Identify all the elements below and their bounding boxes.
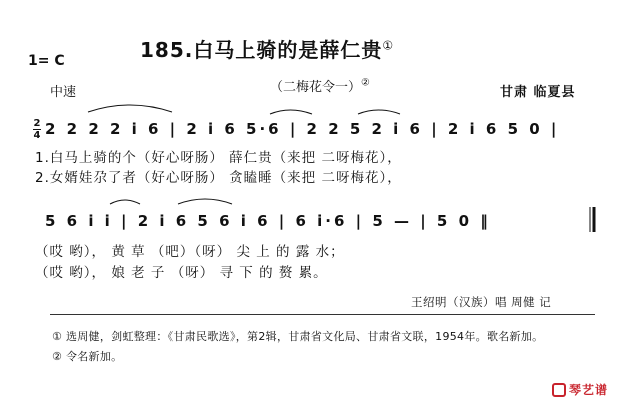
score-row-1: 2 2 2 2 i 6 | 2 i 6 5·6 | 2 2 5 2 i 6 | 2 i 6 5 0 |	[45, 120, 560, 138]
watermark-logo: 琴艺谱	[552, 381, 608, 398]
logo-icon	[552, 383, 566, 397]
lyric-line-2: 2.女婿娃尕了者（好心呀肠） 贪瞌睡（来把 二呀梅花），	[35, 170, 402, 186]
key-signature: 1= C	[28, 53, 65, 69]
performer-credit: 王绍明（汉族）唱 周健 记	[411, 295, 552, 309]
lyric-line-3: （哎 哟）， 黄 草 （吧）（呀） 尖 上 的 露 水；	[35, 244, 345, 260]
song-title: 185.白马上骑的是薛仁贵①	[140, 38, 395, 62]
footnote-1: ① 选周健，剑虹整理：《甘肃民歌选》，第2辑，甘肃省文化局、甘肃省文联，1954年。歌名新加。	[52, 330, 544, 343]
time-signature-bottom: 4	[33, 130, 41, 141]
subtitle-footnote-mark: ②	[361, 77, 370, 89]
tempo-marking: 中速	[50, 85, 77, 100]
score-row-2: 5 6 i i | 2 i 6 5 6 i 6 | 6 i·6 | 5 — | 5 0 ‖	[45, 212, 491, 230]
footnote-2: ② 令名新加。	[52, 350, 123, 363]
region-label: 甘肃 临夏县	[500, 85, 576, 100]
lyric-line-1: 1.白马上骑的个（好心呀肠） 薛仁贵（来把 二呀梅花），	[35, 150, 402, 166]
footnote-divider	[50, 314, 595, 315]
lyric-line-4: （哎 哟）， 娘 老 子 （呀） 寻 下 的 赘 累。	[35, 265, 328, 281]
title-footnote-mark: ①	[382, 38, 395, 53]
subtitle: （二梅花令一）②	[270, 77, 370, 95]
time-signature-top: 2	[33, 118, 41, 129]
